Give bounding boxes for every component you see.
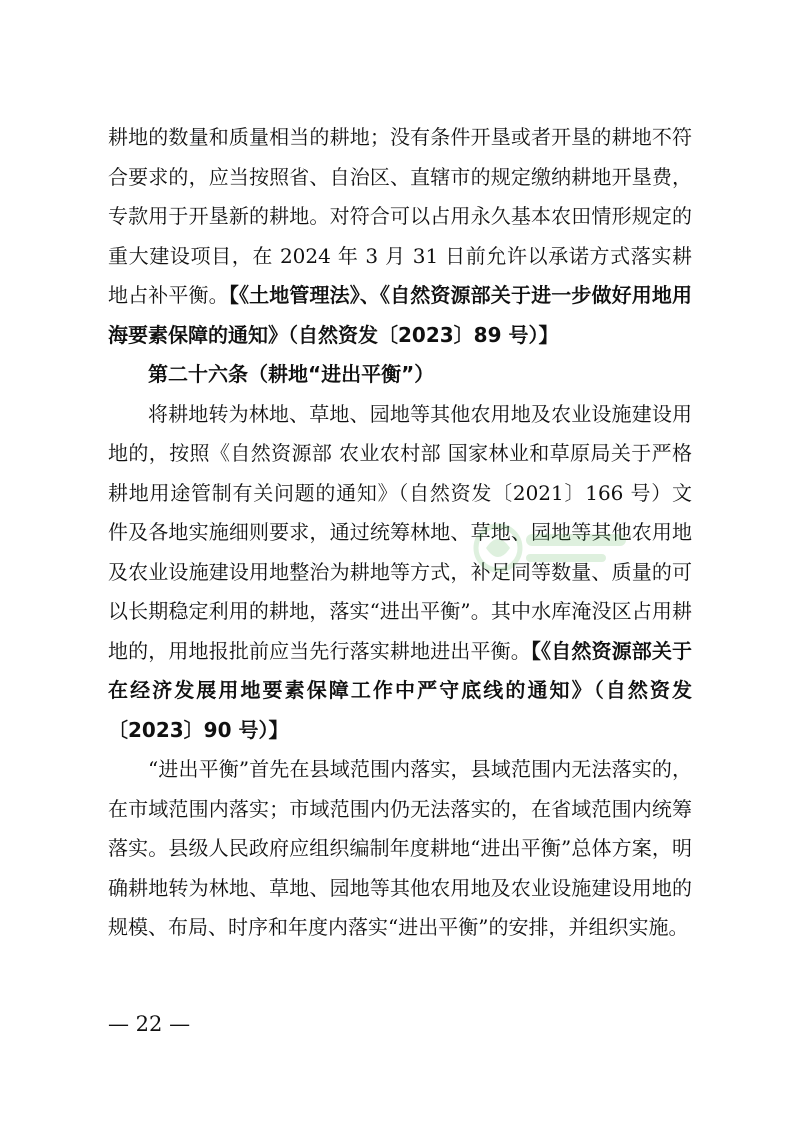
paragraph-1 <box>108 118 692 355</box>
paragraph-3 <box>108 750 692 948</box>
page-number: — 22 — <box>108 1012 191 1036</box>
paragraph-1-text: 耕地的数量和质量相当的耕地；没有条件开垦或者开垦的耕地不符合要求的，应当按照省、自治区、直辖市的规定缴纳耕地开垦费，专款用于开垦新的耕地。对符合可以占用永久基本农田情形规定的重大建设项目，在 2024 年 3 月 31 日前允许以承诺方式落实耕地占补平衡。 <box>108 125 692 307</box>
article-heading: 第二十六条（耕地“进出平衡”） <box>148 362 435 386</box>
paragraph-3-text: “进出平衡”首先在县域范围内落实，县域范围内无法落实的，在市域范围内落实；市域范围内仍无法落实的，在省域范围内统筹落实。县级人民政府应组织编制年度耕地“进出平衡”总体方案，明确耕地转为林地、草地、园地等其他农用地及农业设施建设用地的规模、布局、时序和年度内落实“进出平衡”的安排，并组织实施。 <box>108 757 692 939</box>
document-body <box>108 118 692 948</box>
paragraph-1-citation: 【《土地管理法》、《自然资源部关于进一步做好用地用海要素保障的通知》（自然资发〔2023〕89 号）】 <box>108 283 693 347</box>
paragraph-2-citation: 【《自然资源部关于在经济发展用地要素保障工作中严守底线的通知》（自然资发〔2023〕90 号）】 <box>108 638 693 742</box>
paragraph-2 <box>108 395 692 751</box>
paragraph-2-text: 将耕地转为林地、草地、园地等其他农用地及农业设施建设用地的，按照《自然资源部 农业农村部 国家林业和草原局关于严格耕地用途管制有关问题的通知》（自然资发〔2021〕166 号）文件及各地实施细则要求，通过统筹林地、草地、园地等其他农用地及农业设施建设用地整治为耕地等方式，补足同等数量、质量的可以长期稳定利用的耕地，落实“进出平衡”。其中水库淹没区占用耕地的，用地报批前应当先行落实耕地进出平衡。 <box>108 401 692 663</box>
